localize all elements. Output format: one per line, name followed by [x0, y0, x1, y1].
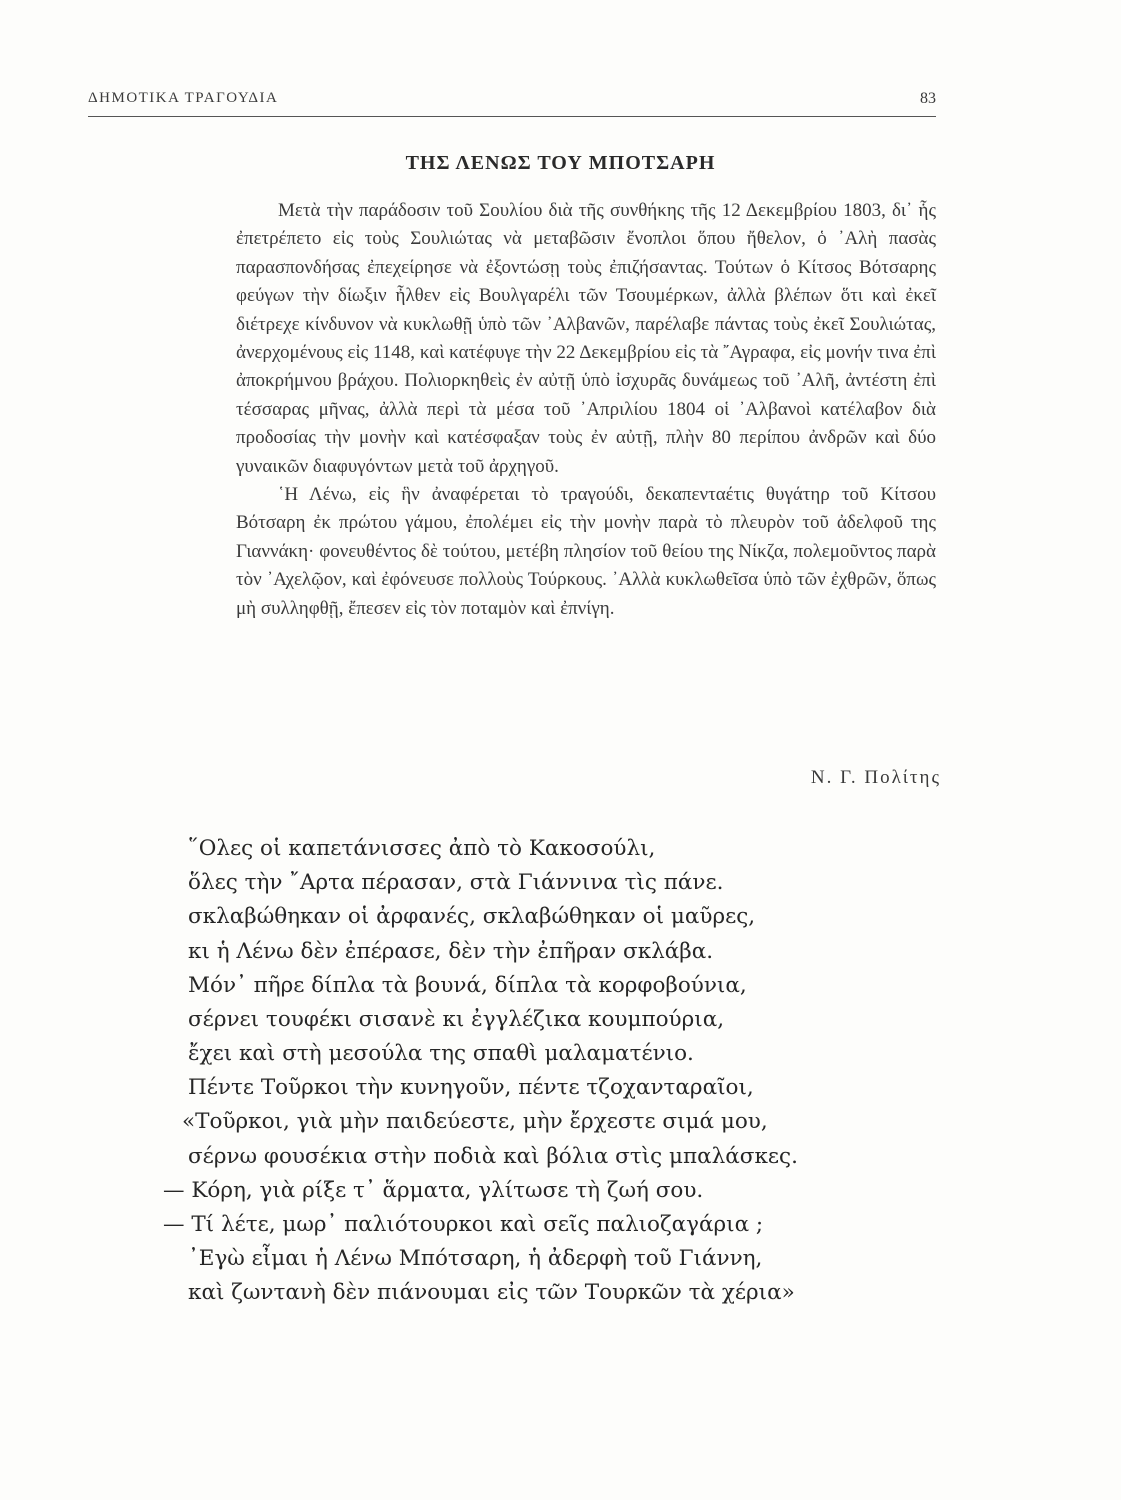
poem-line-7: ἔχει καὶ στὴ μεσούλα της σπαθὶ μαλαματένιο.: [188, 1041, 694, 1066]
poem-line-14: καὶ ζωντανὴ δὲν πιάνουμαι εἰς τῶν Τουρκῶν τὰ χέρια»: [188, 1280, 795, 1305]
poem-line-8: Πέντε Τοῦρκοι τὴν κυνηγοῦν, πέντε τζοχανταραῖοι,: [188, 1075, 754, 1100]
author-signature: Ν. Γ. Πολίτης: [810, 767, 941, 788]
article-title: ΤΗΣ ΛΕΝΩΣ ΤΟΥ ΜΠΟΤΣΑΡΗ: [405, 152, 716, 174]
poem-line-5: Μόν᾽ πῆρε δίπλα τὰ βουνά, δίπλα τὰ κορφοβούνια,: [188, 973, 747, 998]
poem-line-4: κι ἡ Λένω δὲν ἐπέρασε, δὲν τὴν ἐπῆραν σκλάβα.: [188, 939, 714, 964]
poem-line-12: — Τί λέτε, μωρ᾽ παλιότουρκοι καὶ σεῖς παλιοζαγάρια ;: [163, 1212, 764, 1237]
poem-line-1: ῞Ολες οἱ καπετάνισσες ἀπὸ τὸ Κακοσούλι,: [188, 836, 656, 861]
poem-line-11: — Κόρη, γιὰ ρίξε τ᾽ ἅρματα, γλίτωσε τὴ ζωή σου.: [163, 1178, 704, 1203]
poem-line-13: ᾽Εγὼ εἶμαι ἡ Λένω Μπότσαρη, ἡ ἀδερφὴ τοῦ Γιάννη,: [188, 1246, 763, 1271]
poem-line-3: σκλαβώθηκαν οἱ ἀρφανές, σκλαβώθηκαν οἱ μαῦρες,: [188, 904, 756, 929]
header-rule: [88, 116, 936, 117]
page-number: 83: [920, 90, 936, 107]
running-head: [88, 88, 936, 116]
poem-line-9: «Τοῦρκοι, γιὰ μὴν παιδεύεστε, μὴν ἔρχεστε σιμά μου,: [182, 1109, 768, 1134]
poem-line-2: ὅλες τὴν ῎Αρτα πέρασαν, στὰ Γιάννινα τὶς πάνε.: [188, 870, 724, 895]
poem-line-6: σέρνει τουφέκι σισανὲ κι ἐγγλέζικα κουμπούρια,: [188, 1007, 725, 1032]
running-title: ΔΗΜΟΤΙΚΑ ΤΡΑΓΟΥΔΙΑ: [88, 90, 279, 106]
poem-line-10: σέρνω φουσέκια στὴν ποδιὰ καὶ βόλια στὶς μπαλάσκες.: [188, 1144, 798, 1169]
introduction: [236, 197, 936, 623]
intro-paragraph-1: Μετὰ τὴν παράδοσιν τοῦ Σουλίου διὰ τῆς συνθήκης τῆς 12 Δεκεμβρίου 1803, δι᾽ ἧς ἐπετρέπετο εἰς τοὺς Σουλιώτας νὰ μεταβῶσιν ἔνοπλοι ὅπου ἤθελον, ὁ ᾽Αλὴ πασὰς παρασπονδήσας ἐπεχείρησε νὰ ἐξοντώσῃ τοὺς ἐπιζήσαντας. Τούτων ὁ Κίτσος Βότσαρης φεύγων τὴν δίωξιν ἦλθεν εἰς Βουλγαρέλι τῶν Τσουμέρκων, ἀλλὰ βλέπων ὅτι καὶ ἐκεῖ διέτρεχε κίνδυνον νὰ κυκλωθῇ ὑπὸ τῶν ᾽Αλβανῶν, παρέλαβε πάντας τοὺς ἐκεῖ Σουλιώτας, ἀνερχομένους εἰς 1148, καὶ κατέφυγε τὴν 22 Δεκεμβρίου εἰς τὰ ῎Αγραφα, εἰς μονήν τινα ἐπὶ ἀποκρήμνου βράχου. Πολιορκηθεὶς ἐν αὐτῇ ὑπὸ ἰσχυρᾶς δυνάμεως τοῦ ᾽Αλῆ, ἀντέστη ἐπὶ τέσσαρας μῆνας, ἀλλὰ περὶ τὰ μέσα τοῦ ᾽Απριλίου 1804 οἱ ᾽Αλβανοὶ κατέλαβον διὰ προδοσίας τὴν μονὴν καὶ κατέσφαξαν τοὺς ἐν αὐτῇ, πλὴν 80 περίπου ἀνδρῶν καὶ δύο γυναικῶν διαφυγόντων μετὰ τοῦ ἀρχηγοῦ.: [236, 200, 936, 477]
intro-paragraph-2: ῾Η Λένω, εἰς ἣν ἀναφέρεται τὸ τραγούδι, δεκαπενταέτις θυγάτηρ τοῦ Κίτσου Βότσαρη ἐκ πρώτου γάμου, ἐπολέμει εἰς τὴν μονὴν παρὰ τὸ πλευρὸν τοῦ ἀδελφοῦ της Γιαννάκη· φονευθέντος δὲ τούτου, μετέβη πλησίον τοῦ θείου της Νίκζα, πολεμοῦντος παρὰ τὸν ᾽Αχελῷον, καὶ ἐφόνευσε πολλοὺς Τούρκους. ᾽Αλλὰ κυκλωθεῖσα ὑπὸ τῶν ἐχθρῶν, ὅπως μὴ συλληφθῇ, ἔπεσεν εἰς τὸν ποταμὸν καὶ ἐπνίγη.: [236, 484, 936, 619]
